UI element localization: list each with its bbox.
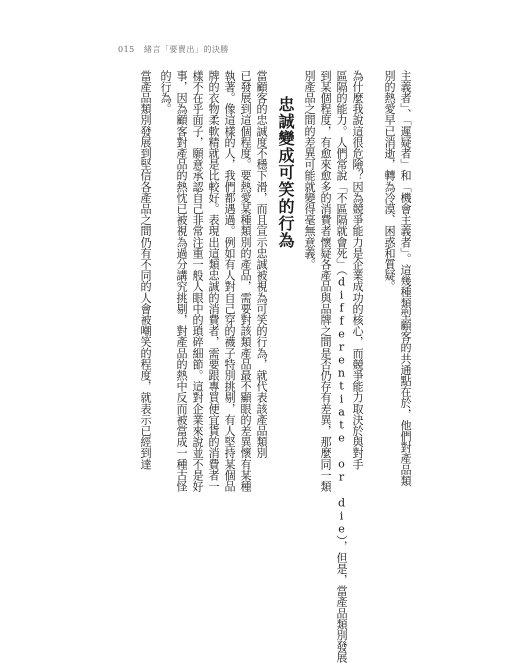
- text-column: 到某個程度，有愈來愈多的消費者懷疑各產品與品牌之間是否仍存有差異，那麼同一類: [319, 70, 332, 492]
- text-column: 事，因為顧客對產品的熱忱已被視為過分講究挑剔，對產品的熱中反而被當成一種古怪: [175, 70, 188, 492]
- running-head-title: 緒言「要賣出」的決勝: [143, 45, 229, 54]
- text-column: 為什麼我說這很危險？因為競爭能力是企業成功的核心，而競爭能力取決於與對手: [351, 70, 364, 470]
- section-heading: 忠誠變成可笑的行為: [276, 96, 295, 249]
- running-head: [118, 44, 229, 55]
- text-column: 的行為。: [159, 70, 172, 115]
- text-column: 已發展到這個程度。要熱愛某種類別的產品，需要對該類產品最不顯眼的差異懷有某種: [239, 70, 252, 492]
- text-column: 樣不在乎面子，願意承認自己非常注重一般人眼中的瑣碎細節。這對企業來說並不是好: [191, 70, 204, 492]
- text-column: 別產品之間的差異可能就變得毫無意義。: [303, 70, 316, 270]
- text-column: 別的熱愛早已消逝，轉為冷漠、困惑和質疑。: [383, 70, 396, 292]
- text-column: 執著。像這樣的人，我們都遇過。例如有人對自己穿的襪子特別挑剔，有人堅持某個品: [223, 70, 236, 492]
- text-column: 主義者」、「遲疑者」和「機會主義者」。這幾種類型顧客的共通點在於，他們對產品類: [399, 70, 412, 487]
- text-column: 當顧客的忠誠度不穩下滑，而且宣示忠誠被視為可笑的行為，就代表該產品類別: [255, 70, 268, 459]
- page-number: 015: [118, 45, 135, 54]
- text-column: 當產品類別發展到堅信各產品之間仍有不同的人會被嘲笑的程度，就表示已經到達: [139, 70, 152, 470]
- text-column: 牌的衣物柔軟精就是比較好。表現出這類忠誠的消費者，需要跟專買便宜貨的消費者一: [207, 70, 220, 492]
- text-column: 區隔的能力。人們常說「不區隔就會死」（differentiate or die），但是，當產品類別發展: [335, 70, 348, 663]
